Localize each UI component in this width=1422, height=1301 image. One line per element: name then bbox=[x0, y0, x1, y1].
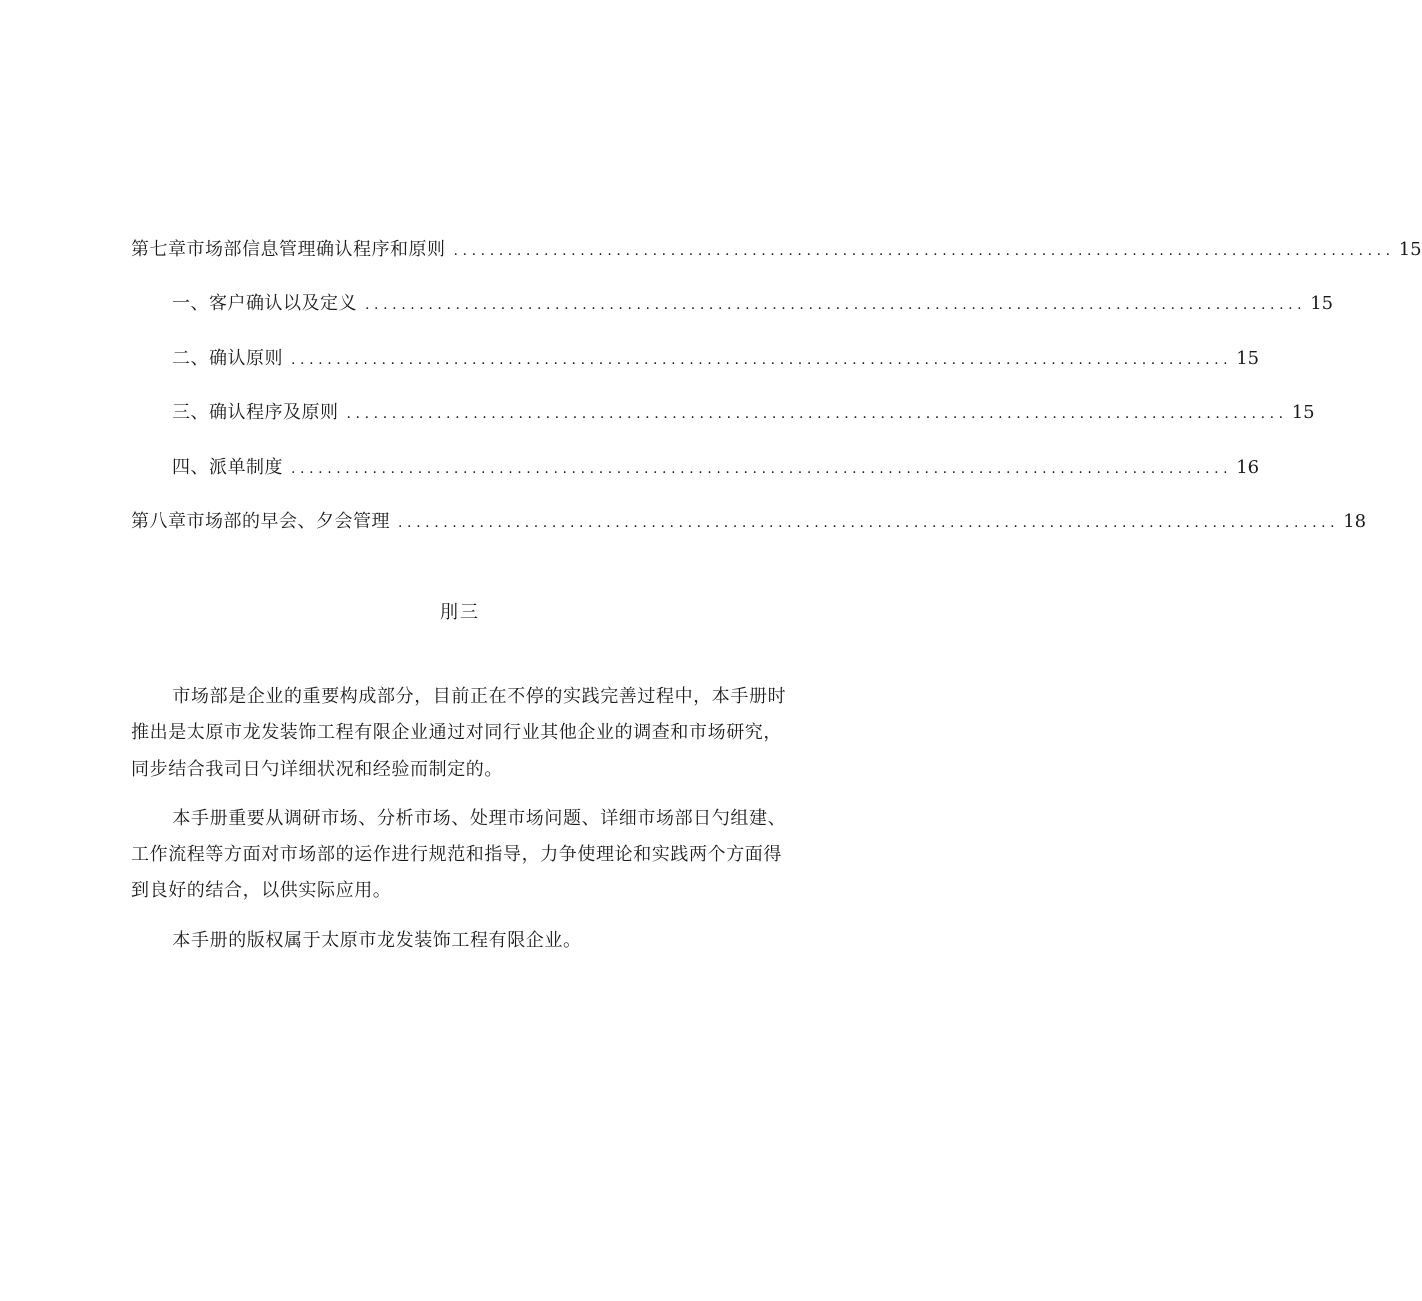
section-title: 刖三 bbox=[440, 602, 480, 623]
toc-entry-label: 三、确认程序及原则 bbox=[172, 402, 339, 424]
toc-leader-dots: ........................................................................................................ bbox=[398, 514, 1340, 531]
toc-entry-label: 一、客户确认以及定义 bbox=[172, 293, 357, 315]
toc-entry-page: 15 bbox=[1398, 239, 1422, 260]
paragraph-line: 推出是太原市龙发装饰工程有限企业通过对同行业其他企业的调查和市场研究， bbox=[131, 722, 782, 744]
toc-entry-page: 16 bbox=[1236, 456, 1260, 478]
toc-entry-page: 15 bbox=[1310, 293, 1334, 315]
toc-entry-page: 18 bbox=[1343, 510, 1367, 532]
toc-entry-page: 15 bbox=[1236, 347, 1260, 369]
paragraph-line: 到良好的结合，以供实际应用。 bbox=[131, 880, 392, 902]
paragraph-line: 同步结合我司日勺详细状况和经验而制定的。 bbox=[131, 758, 503, 780]
toc-entry-label: 第七章市场部信息管理确认程序和原则 bbox=[131, 239, 446, 260]
toc-leader-dots: ........................................................................................................ bbox=[365, 297, 1307, 314]
toc-entry-page: 15 bbox=[1291, 402, 1315, 424]
toc-entry-chapter-8[interactable] bbox=[131, 508, 1367, 562]
toc-leader-dots: ........................................................................................................ bbox=[291, 351, 1233, 368]
toc-leader-dots: ........................................................................................................ bbox=[453, 243, 1395, 259]
paragraph bbox=[131, 923, 843, 959]
table-of-contents bbox=[131, 236, 1422, 562]
paragraph bbox=[131, 679, 843, 788]
paragraph-line: 本手册的版权属于太原市龙发装饰工程有限企业。 bbox=[172, 929, 582, 951]
paragraph-line: 市场部是企业的重要构成部分，目前正在不停的实践完善过程中，本手册时 bbox=[172, 686, 787, 707]
toc-entry-dispatch-system[interactable] bbox=[131, 454, 1260, 508]
toc-leader-dots: ........................................................................................................ bbox=[346, 406, 1288, 423]
paragraph-line: 工作流程等方面对市场部的运作进行规范和指导，力争使理论和实践两个方面得 bbox=[131, 844, 782, 866]
toc-entry-label: 四、派单制度 bbox=[172, 456, 283, 478]
toc-entry-chapter-7[interactable] bbox=[131, 236, 1422, 290]
toc-entry-label: 二、确认原则 bbox=[172, 347, 283, 369]
toc-leader-dots: ........................................................................................................ bbox=[291, 460, 1233, 477]
toc-entry-confirmation-principles[interactable] bbox=[131, 345, 1260, 399]
toc-entry-label: 第八章市场部的早会、夕会管理 bbox=[131, 510, 390, 532]
paragraph-line: 本手册重要从调研市场、分析市场、处理市场问题、详细市场部日勺组建、 bbox=[172, 807, 787, 829]
toc-entry-customer-confirmation[interactable] bbox=[131, 290, 1334, 344]
toc-entry-confirmation-procedure[interactable] bbox=[131, 399, 1315, 453]
preface-body bbox=[131, 679, 843, 972]
paragraph bbox=[131, 801, 843, 910]
